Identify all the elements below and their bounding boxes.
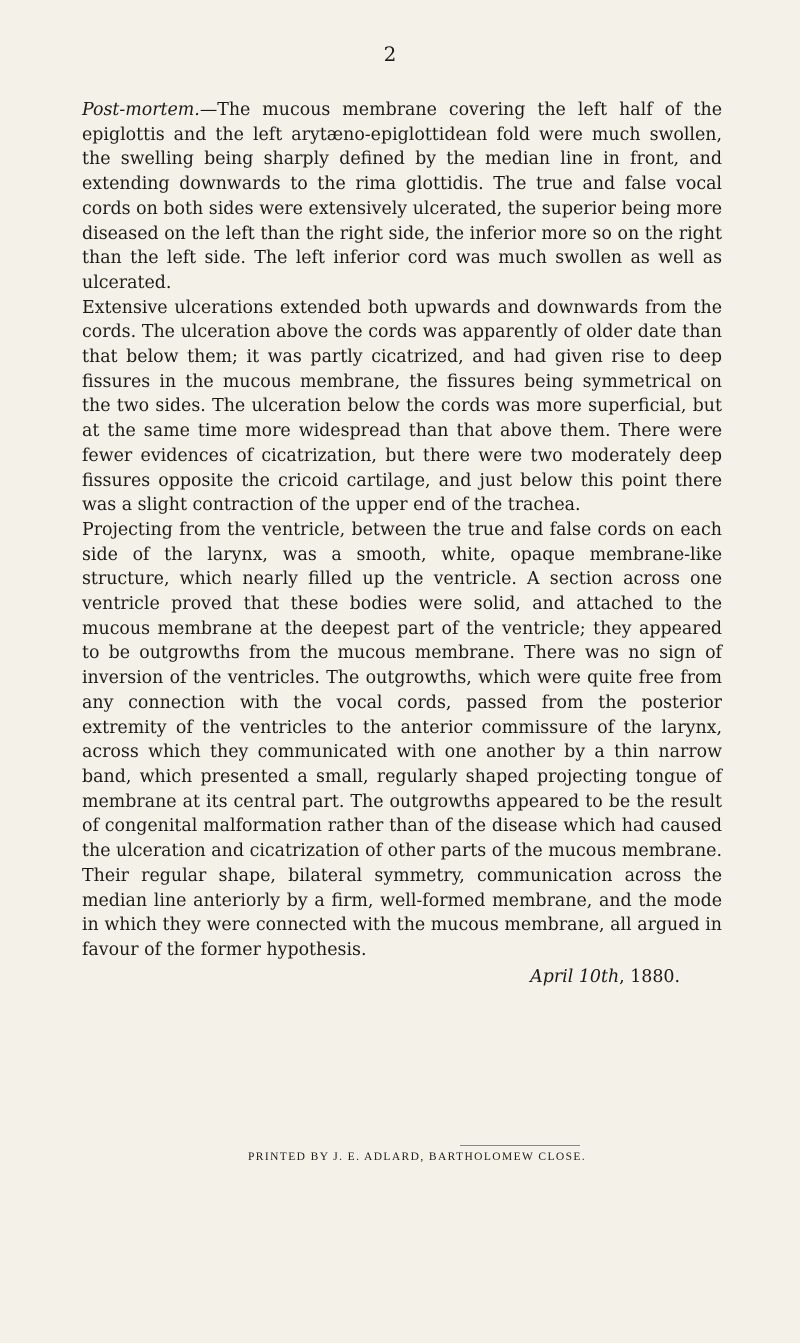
dateline-day: 10th	[578, 966, 620, 987]
post-mortem-text: —The mucous membrane covering the left half of the epiglottis and the left arytæno-epiglottidean fold were much swollen, the swelling being sharply defined by the median line in front, and extending downwards to the rima glottidis. The true and false vocal cords on both sides were extensively ulcerated, the superior being more diseased on the left than the right side, the inferior more so on the right than the left side. The left inferior cord was much swollen as well as ulcerated.	[82, 100, 722, 293]
paragraph-ulcerations: Extensive ulcerations extended both upwards and downwards from the cords. The ulceration above the cords was apparently of older date than that below them; it was partly cicatrized, and had given rise to deep fissures in the mucous membrane, the fissures being symmetrical on the two sides. The ulceration below the cords was more superficial, but at the same time more widespread than that above them. There were fewer evidences of cicatrization, but there were two moderately deep fissures opposite the cricoid cartilage, and just below this point there was a slight contraction of the upper end of the trachea.	[82, 297, 722, 516]
dateline-month: April	[530, 966, 574, 987]
dateline	[82, 965, 722, 990]
dateline-year: , 1880.	[619, 966, 680, 987]
paragraph-post-mortem	[82, 98, 722, 296]
body-text	[82, 98, 722, 989]
printer-imprint: PRINTED BY J. E. ADLARD, BARTHOLOMEW CLOSE.	[248, 1151, 587, 1163]
paragraph-outgrowths: Projecting from the ventricle, between the true and false cords on each side of the larynx, was a smooth, white, opaque membrane-like structure, which nearly filled up the ventricle. A section across one ventricle proved that these bodies were solid, and attached to the mucous membrane at the deepest part of the ventricle; they appeared to be outgrowths from the mucous membrane. There was no sign of inversion of the ventricles. The outgrowths, which were quite free from any connection with the vocal cords, passed from the posterior extremity of the ventricles to the anterior commissure of the larynx, across which they communicated with one another by a thin narrow band, which presented a small, regularly shaped projecting tongue of membrane at its central part. The outgrowths appeared to be the result of congenital malformation rather than of the disease which had caused the ulceration and cicatrization of other parts of the mucous membrane. Their regular shape, bilateral symmetry, communication across the median line anteriorly by a firm, well-formed membrane, and the mode in which they were connected with the mucous membrane, all argued in favour of the former hypothesis.	[82, 519, 722, 960]
imprint-rule	[460, 1145, 580, 1146]
post-mortem-heading: Post-mortem.	[82, 100, 200, 120]
page-number: 2	[383, 42, 397, 66]
